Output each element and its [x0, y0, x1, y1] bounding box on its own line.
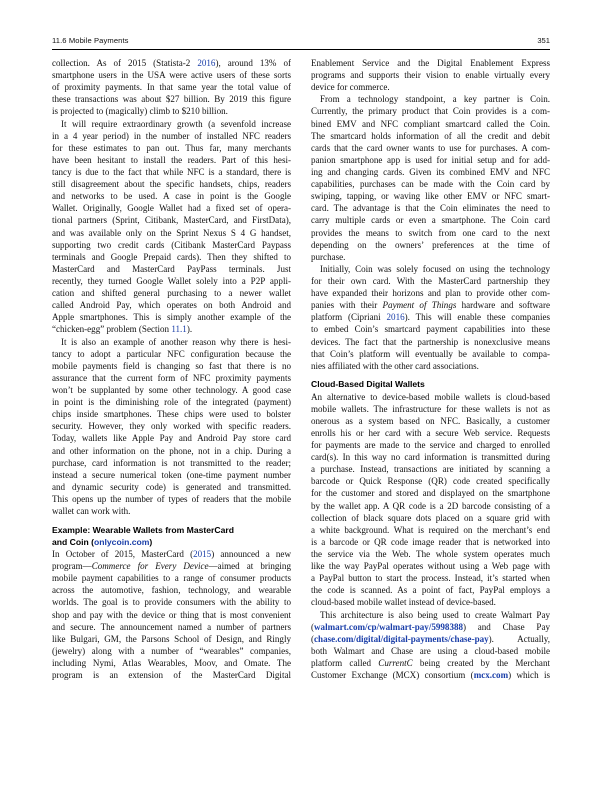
text-line: assurance that the current form of NFC proximity payments — [52, 372, 291, 383]
text-line: (walmart.com/cp/walmart-pay/5998388) and Chase Pay — [311, 621, 550, 632]
text-line: for the customer and stored and displayed on the smartphone — [311, 488, 550, 499]
text-line: cation and shifted general purchasing to a newer wallet — [52, 288, 291, 299]
paragraph — [52, 57, 291, 118]
text-line: still disagreement about the specific handsets, chips, readers — [52, 179, 291, 190]
text-line: platform (Cipriani 2016). This will enable these companies — [311, 312, 550, 323]
text-line: chips inside smartphones. These chips were used to bolster — [52, 409, 291, 420]
text-line: and secure. The announcement named a number of partners — [52, 621, 291, 632]
text-line: is a barcode or QR code image reader that is networked into — [311, 536, 550, 547]
website-link[interactable]: onlycoin.com — [94, 536, 150, 547]
text-line: both Walmart and Chase are using a cloud-based mobile — [311, 645, 550, 656]
text-line: in a 4 year period) in the number of installed NFC readers — [52, 130, 291, 141]
text-line: card. The advantage is that the Coin eliminates the need to — [311, 203, 550, 214]
text-line: by the wallet app. A QR code is a 2D barcode consisting of a — [311, 500, 550, 511]
text-line: An alternative to device-based mobile wallets is cloud-based — [311, 391, 550, 402]
text-line: these transactions was about $27 billion. By 2019 this figure — [52, 94, 291, 105]
citation-link[interactable]: 2015 — [193, 548, 212, 559]
text-line: It will require extraordinary growth (a sevenfold increase — [61, 118, 291, 129]
right-column — [311, 57, 550, 777]
text-line: depending on the owners’ preferences at the time of — [311, 239, 550, 250]
text-line: Today, wallets like Apple Pay and Android Pay store card — [52, 433, 291, 444]
text-line: the service via the Web. The whole system operates much — [311, 548, 550, 559]
text-line: MasterCard and MasterCard PayPass terminals. Just — [52, 263, 291, 274]
text-line: Initially, Coin was solely focused on using the technology — [320, 263, 550, 274]
section-title: 11.6 Mobile Payments — [52, 36, 129, 45]
text-line: panies with their Payment of Things hardware and software — [311, 300, 550, 311]
walmart-pay-link[interactable]: walmart.com/cp/walmart-pay/5998388 — [314, 621, 464, 632]
text-line: Apple smartphones. This is simply another example of the — [52, 312, 291, 323]
text-line: From a technology standpoint, a key partner is Coin. — [320, 94, 550, 105]
text-line: swiping, tapping, or waving like other EMV or NFC smart- — [311, 191, 550, 202]
text-line: and dynamic security code) is generated and transmitted. — [52, 481, 291, 492]
text-line: collection of black square dots placed on a square grid with — [311, 512, 550, 523]
text-line: mobile payment capabilities to a range of consumer products — [52, 573, 291, 584]
text-line: cloud-based mobile wallet instead of device-based. — [311, 597, 496, 608]
text-line: “chicken-egg” problem (Section 11.1). — [52, 324, 193, 335]
text-line: tancy to adopt a particular NFC configuration because the — [52, 348, 291, 359]
text-line: (chase.com/digital/digital-payments/chase-pay). Actually, — [311, 633, 550, 644]
text-line: that Coin’s platform will eventually be available to compa- — [311, 348, 550, 359]
text-line: a purchase. Instead, transactions are initiated by scanning a — [311, 464, 550, 475]
text-line: bined EMV and NFC compliant smartcard called the Coin. — [311, 118, 550, 129]
text-line: and other information on the phone, not in a chip. During a — [52, 445, 291, 456]
text-line: This architecture is also being used to create Walmart Pay — [320, 609, 550, 620]
text-line: Customer Exchange (MCX) consortium (mcx.com) which is — [311, 670, 550, 681]
text-line: like the way PayPal operates without using a Web page with — [311, 561, 550, 572]
text-line: tional partners (Sprint, Citibank, MasterCard, and FirstData), — [52, 215, 291, 226]
text-line: provides the means to switch from one card to the next — [311, 227, 550, 238]
section-link[interactable]: 11.1 — [171, 324, 187, 335]
text-line: a PayPal button to start the process. Instead, it’s started when — [311, 573, 550, 584]
text-line: for these estimates to pan out. Thus far, many merchants — [52, 142, 291, 153]
paragraph — [311, 391, 550, 609]
paragraph — [311, 93, 550, 263]
header-rule — [52, 49, 550, 50]
paragraph — [52, 548, 291, 681]
text-line: mobile payments field is changing so fast that there is no — [52, 360, 291, 371]
text-line: for their own card. With the MasterCard partnership they — [311, 275, 550, 286]
text-line: devices. The fact that the partnership is nonexclusive means — [311, 336, 550, 347]
text-line: mobile wallets. The infrastructure for these wallets is not as — [311, 403, 550, 414]
text-line: instead a secure numerical token (one-time payment number — [52, 469, 291, 480]
text-line: shop and pay with the device or thing that is most convenient — [52, 609, 291, 620]
text-line: ing and changing cards. Given its combined EMV and NFC — [311, 166, 550, 177]
text-line: It is also an example of another reason why there is hesi- — [61, 336, 291, 347]
spacer — [52, 517, 291, 524]
text-line: enrolls his or her card with a secure Web service. Requests — [311, 427, 550, 438]
text-line: called Android Pay, which operates on both Android and — [52, 300, 291, 311]
paragraph — [311, 609, 550, 682]
paragraph — [52, 118, 291, 336]
text-line: purchase, card information is not transmitted to the reader; — [52, 457, 291, 468]
text-line: terminals and Google Prepaid cards). Then they shifted to — [52, 251, 291, 262]
text-line: card(s). In this way no card information is transmitted during — [311, 452, 550, 463]
spacer — [311, 372, 550, 379]
text-line: Wallet. Originally, Google Wallet had a fixed set of opera- — [52, 203, 291, 214]
text-line: panion smartphone app is used for initial setup and for add- — [311, 154, 550, 165]
text-line: like Bulgari, GM, the Parsons School of Design, and Ringly — [52, 633, 291, 644]
text-line: security. However, they only worked with specific readers. — [52, 421, 291, 432]
text-line: onerous as a system based on NFC. Basically, a customer — [311, 415, 550, 426]
text-line: (jewelry) along with a number of “wearables” companies, — [52, 645, 291, 656]
section-heading: and Coin (onlycoin.com) — [52, 536, 153, 547]
text-line: and networks to be used. A case in point is the Google — [52, 191, 291, 202]
text-line: platform called CurrentC being created by the Merchant — [311, 657, 550, 668]
text-line: smartphone users in the USA were active users of these sorts — [52, 70, 291, 81]
text-line: including Nymi, Atlas Wearables, Moov, and Omate. The — [52, 657, 291, 668]
text-line: recently, they turned Google Wallet solely into a P2P appli- — [52, 275, 291, 286]
text-line: supporting two credit cards (Citibank MasterCard Paypass — [52, 239, 291, 250]
text-line: nies affiliated with the other card associations. — [311, 360, 479, 371]
text-line: capabilities, purchases can be made with the Coin card by — [311, 179, 550, 190]
text-line: wallet can work with. — [52, 506, 131, 517]
page-number: 351 — [537, 36, 550, 45]
chase-pay-link[interactable]: chase.com/digital/digital-payments/chase-pay — [314, 633, 489, 644]
text-line: purchase. — [311, 251, 346, 262]
citation-link[interactable]: 2016 — [386, 312, 405, 323]
text-line: program—Commerce for Every Device—aimed at bringing — [52, 561, 291, 572]
text-line: collection. As of 2015 (Statista-2 2016), around 13% of — [52, 58, 291, 68]
text-line: a white background. What is required on the merchant’s end — [311, 524, 550, 535]
section-heading: Cloud-Based Digital Wallets — [311, 379, 425, 390]
running-header — [52, 34, 550, 48]
text-line: The smartcard holds information of all the credit and debit — [311, 130, 550, 141]
text-line: tancy is due to the fact that while NFC is a standard, there is — [52, 166, 291, 177]
text-line: have been hesitant to install the readers. Part of this hesi- — [52, 154, 291, 165]
left-column — [52, 57, 291, 777]
text-line: barcode or Quick Response (QR) code created specifically — [311, 476, 550, 487]
text-line: programs and supports their vision to enable virtually every — [311, 70, 550, 81]
text-line: is projected to (magically) climb to $210 billion. — [52, 106, 228, 117]
text-line: won’t be supplanted by some other technology. A good case — [52, 384, 291, 395]
text-line: for payments are made to the service and charged to enrolled — [311, 439, 550, 450]
text-line: Currently, the primary product that Coin provides is a com- — [311, 106, 550, 117]
paragraph — [311, 263, 550, 372]
text-line: Enablement Service and the Digital Enablement Express — [311, 58, 550, 68]
text-line: worlds. The goal is to provide consumers with the ability to — [52, 597, 291, 608]
section-heading: Example: Wearable Wallets from MasterCard — [52, 524, 234, 535]
text-line: In October of 2015, MasterCard (2015) announced a new — [52, 548, 291, 559]
text-line: of proximity payments. In that same year the total value of — [52, 82, 291, 93]
text-line: and was available only on the Sprint Nexus S 4 G handset, — [52, 227, 291, 238]
paragraph — [52, 336, 291, 518]
text-line: cards that the card owner wants to use for purchases. A com- — [311, 142, 550, 153]
text-line: carry multiple cards or even a smartphone. The Coin card — [311, 215, 550, 226]
text-line: the code is scanned. As a point of fact, PayPal employs a — [311, 585, 550, 596]
text-line: program is an extension of the MasterCard Digital — [52, 670, 291, 681]
text-line: to embed Coin’s smartcard payment capabilities into these — [311, 324, 550, 335]
text-line: have expanded their horizons and plan to provide other com- — [311, 288, 550, 299]
paragraph — [311, 57, 550, 93]
text-line: in point is the diminishing role of the integrated (payment) — [52, 397, 291, 408]
text-line: This opens up the number of types of readers that the mobile — [52, 493, 291, 504]
citation-link[interactable]: 2016 — [197, 58, 216, 68]
mcx-link[interactable]: mcx.com — [473, 670, 509, 681]
text-line: across the automotive, fashion, technology, and wearable — [52, 585, 291, 596]
text-line: device for commerce. — [311, 82, 390, 93]
